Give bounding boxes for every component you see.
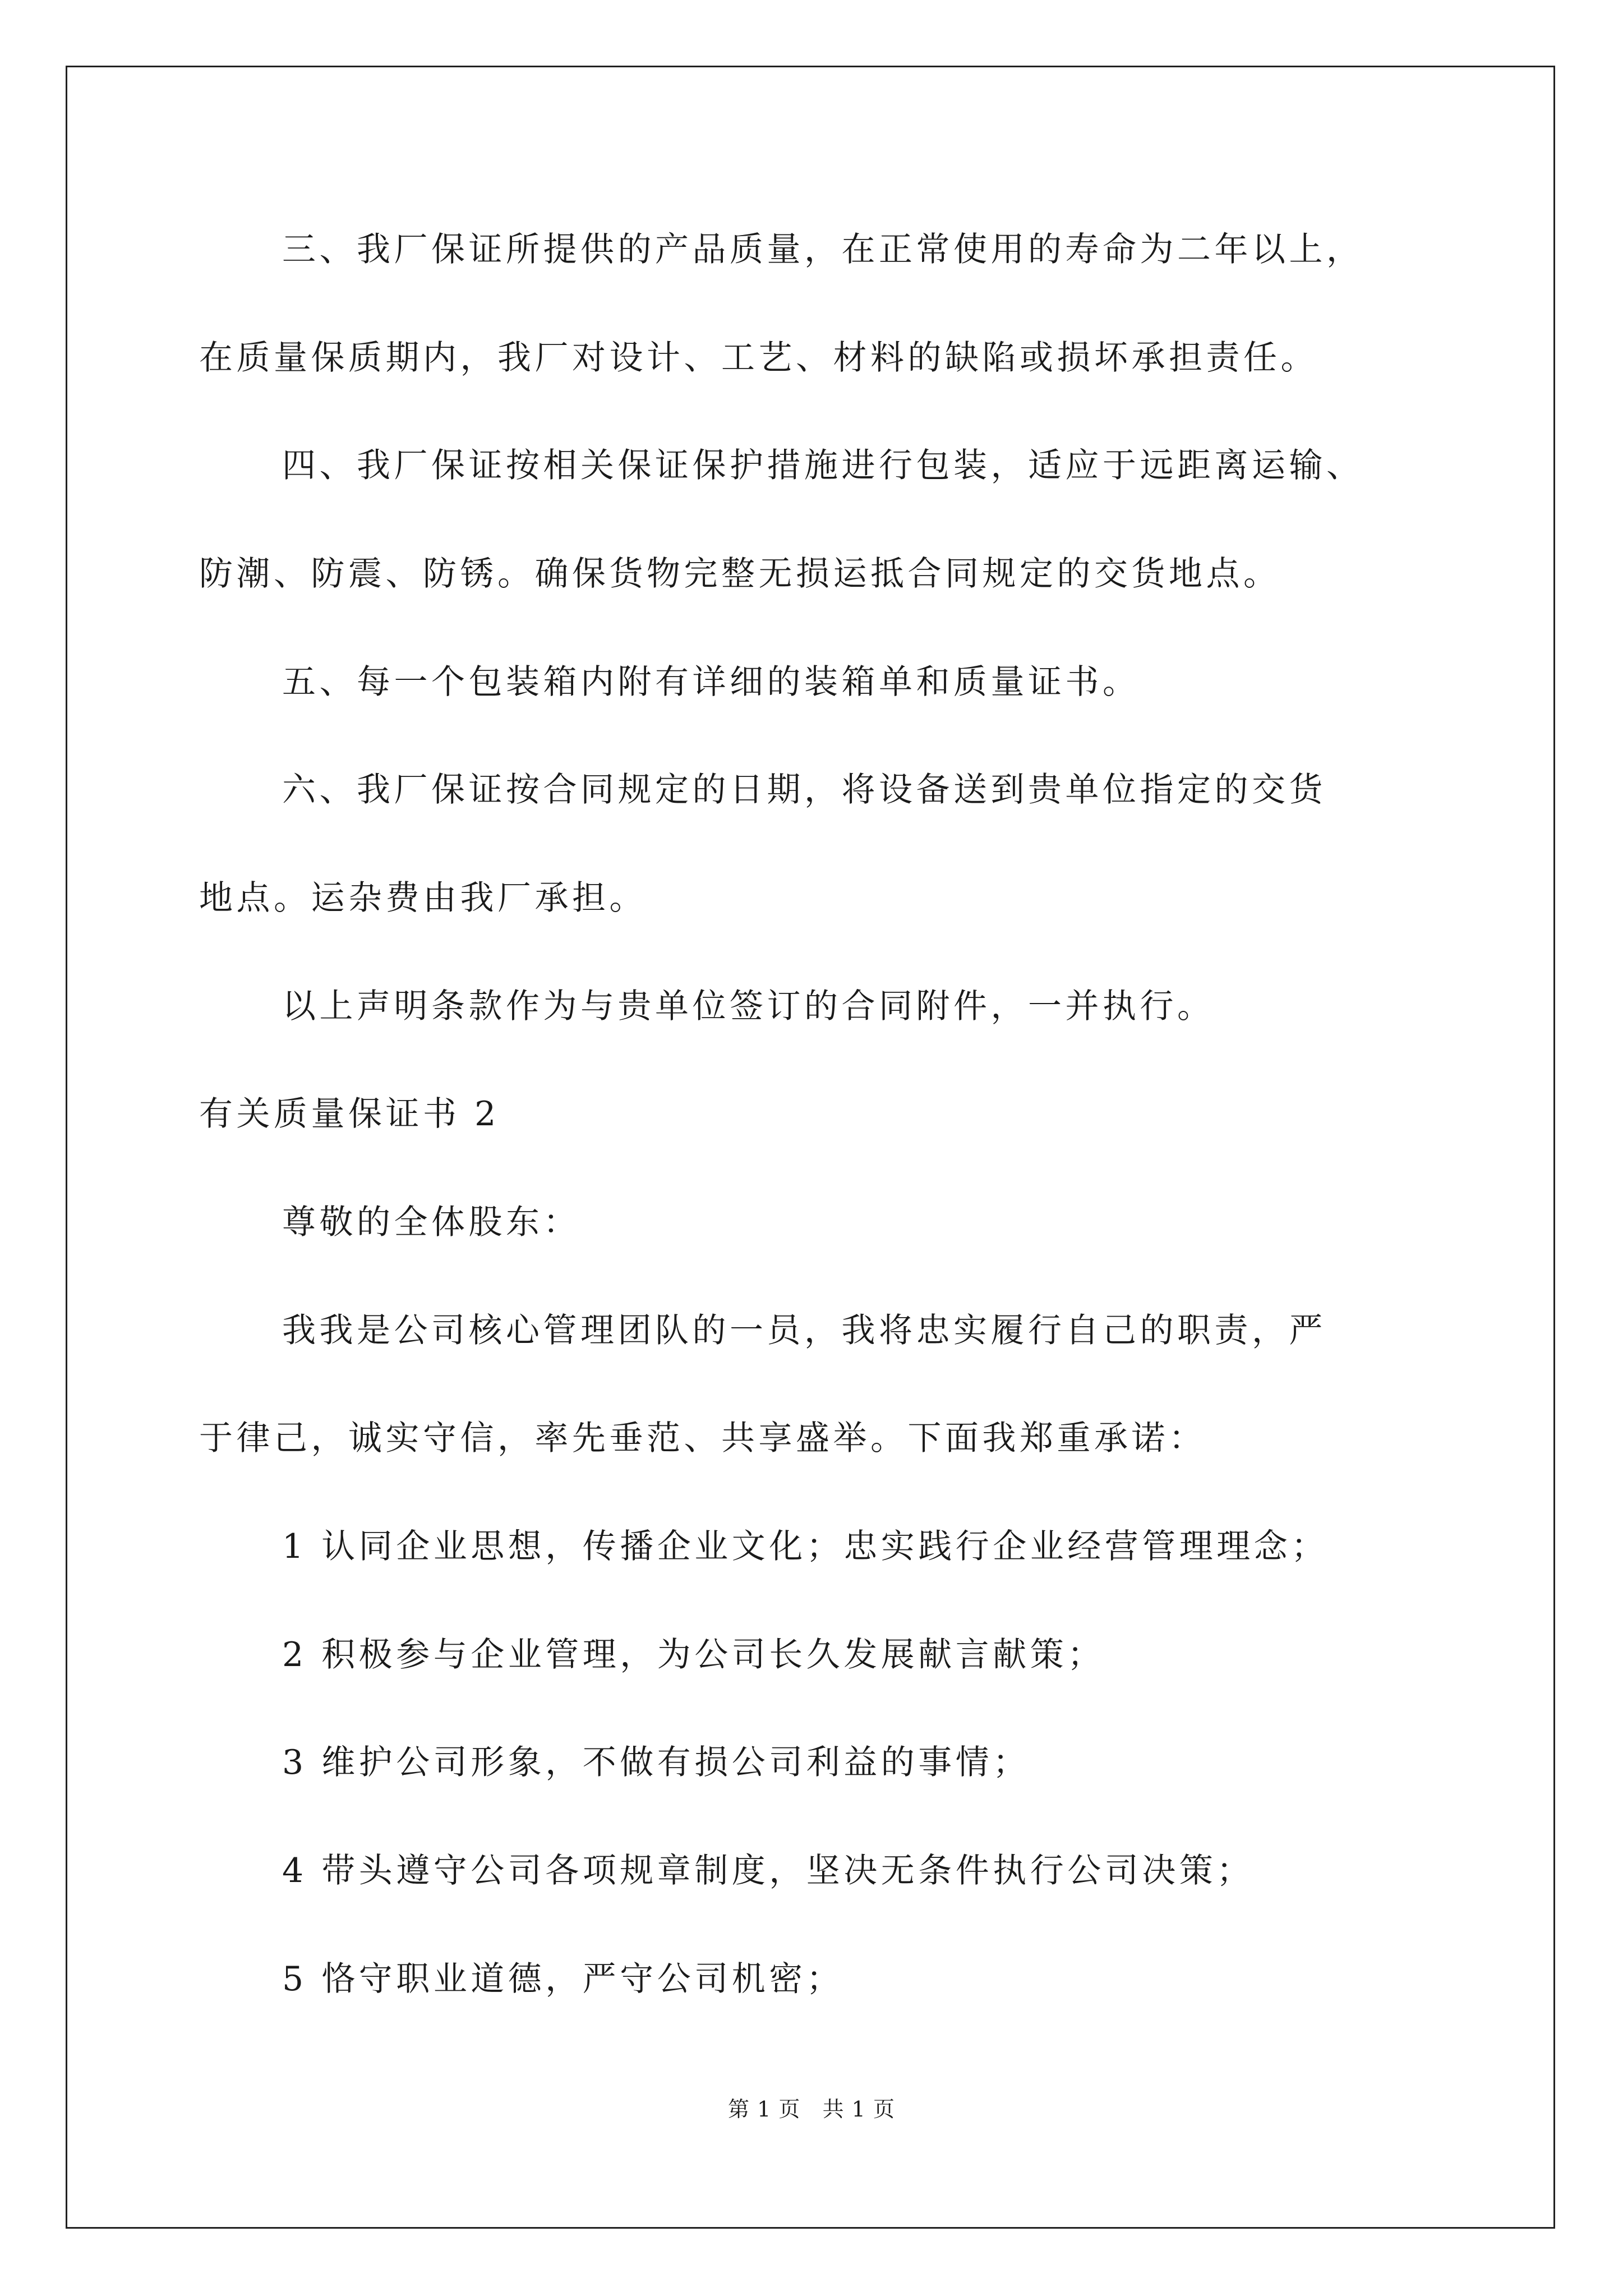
salutation: 尊敬的全体股东： [282,1203,580,1242]
paragraph-line: 四、我厂保证按相关保证保护措施进行包装，适应于远距离运输、 [282,446,1364,485]
page-footer: 第 1 页 共 1 页 [728,2097,895,2122]
list-item: 2 积极参与企业管理，为公司长久发展献言献策； [282,1635,1105,1674]
paragraph-line: 三、我厂保证所提供的产品质量，在正常使用的寿命为二年以上， [282,230,1364,269]
paragraph-line: 在质量保质期内，我厂对设计、工艺、材料的缺陷或损坏承担责任。 [199,338,1318,378]
paragraph-line: 五、每一个包装箱内附有详细的装箱单和质量证书。 [282,662,1140,702]
list-item: 1 认同企业思想，传播企业文化；忠实践行企业经营管理理念； [282,1527,1329,1566]
paragraph-line: 我我是公司核心管理团队的一员，我将忠实履行自己的职责，严 [282,1311,1326,1350]
paragraph-line: 六、我厂保证按合同规定的日期，将设备送到贵单位指定的交货 [282,770,1326,809]
list-item: 4 带头遵守公司各项规章制度，坚决无条件执行公司决策； [282,1851,1254,1890]
list-item: 3 维护公司形象，不做有损公司利益的事情； [282,1743,1030,1782]
paragraph-line: 地点。运杂费由我厂承担。 [199,878,647,918]
page-border [66,66,1555,2229]
paragraph-line: 于律己，诚实守信，率先垂范、共享盛举。下面我郑重承诺： [199,1419,1206,1458]
list-item: 5 恪守职业道德，严守公司机密； [282,1959,844,1999]
paragraph-line: 以上声明条款作为与贵单位签订的合同附件，一并执行。 [282,987,1215,1026]
paragraph-line: 防潮、防震、防锈。确保货物完整无损运抵合同规定的交货地点。 [199,554,1281,593]
section-heading: 有关质量保证书 2 [199,1094,500,1134]
